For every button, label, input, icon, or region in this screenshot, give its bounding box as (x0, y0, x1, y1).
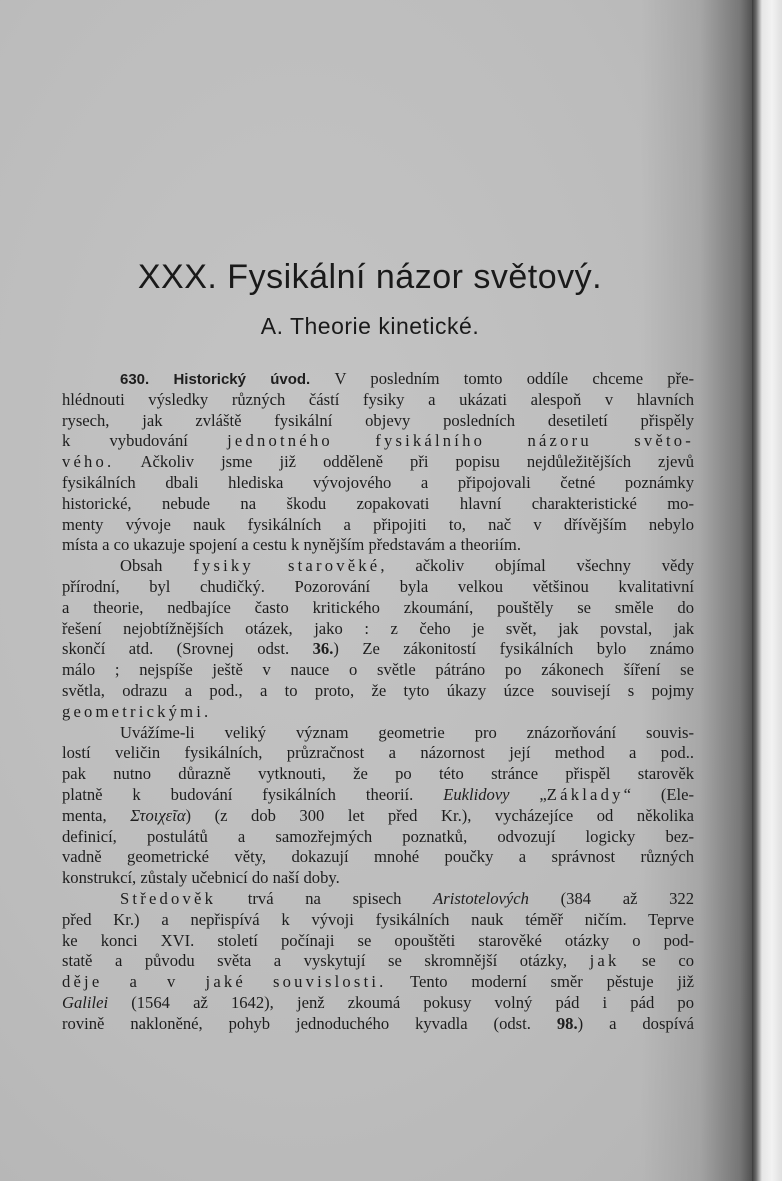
text-run: V posledním tomto oddíle chceme pře- (334, 369, 695, 388)
text-line (62, 723, 694, 744)
text-line (62, 577, 694, 598)
text-run: , ačkoliv objímal všechny vědy (380, 556, 694, 576)
text-line (62, 702, 694, 723)
text-run: hlédnouti výsledky různých částí fysiky a ukázati alespoň v hlavních (62, 389, 694, 409)
text-run: platně k budování fysikálních theorií. (62, 784, 444, 804)
text-line (62, 556, 694, 577)
emphasized-text: jednotného fysikálního názoru světo- (227, 431, 694, 451)
text-run: ke konci XVI. století počínaji se opouštěti starověké otázky o pod- (62, 930, 694, 950)
text-run: definicí, postulátů a samozřejmých poznatků, odvozují logicky bez- (62, 826, 694, 846)
text-line (62, 889, 694, 910)
text-line (62, 452, 694, 473)
text-run: vadně geometrické věty, dokazují mnohé poučky a správnost různých (62, 847, 694, 867)
text-line (62, 868, 694, 889)
section-heading: Historický úvod. (173, 371, 335, 388)
text-line (62, 619, 694, 640)
text-run: ) Ze zákonitostí fysikálních bylo známo (333, 639, 694, 659)
text-run: ) a dospívá (577, 1013, 694, 1033)
italic-text: Galilei (62, 992, 109, 1012)
text-run: fysikálních dbali hlediska vývojového a připojovali četné poznámky (62, 472, 694, 492)
text-line (62, 785, 694, 806)
text-line (62, 827, 694, 848)
text-line (62, 910, 694, 931)
emphasized-text: geometrickými. (62, 701, 212, 721)
emphasized-text: jak (589, 951, 620, 971)
emphasized-text: Středověk (120, 888, 217, 908)
text-line (62, 494, 694, 515)
text-run: rovině nakloněné, pohyb jednoduchého kyvadla (odst. (62, 1013, 557, 1033)
text-line (62, 473, 694, 494)
text-line (62, 806, 694, 827)
text-line (62, 431, 694, 452)
italic-text: Aristotelových (433, 888, 529, 908)
text-run: Ačkoliv jsme již odděleně při popisu nejdůležitějších zjevů (114, 452, 694, 472)
text-line (62, 660, 694, 681)
text-line (62, 743, 694, 764)
text-run: místa a co ukazuje spojení a cestu k nynějším představám a theoriím. (62, 535, 521, 555)
text-run: Tento moderní směr pěstuje již (386, 972, 694, 992)
text-run: k vybudování (62, 431, 228, 451)
italic-text: Euklidovy (443, 784, 510, 804)
italic-text: Στοιχεῖα (130, 805, 186, 825)
chapter-title: XXX. Fysikální názor světový. (137, 258, 603, 296)
text-line (62, 598, 694, 619)
emphasized-text: fysiky starověké (193, 556, 381, 576)
text-run: konstrukcí, zůstaly učebnicí do naší doby. (62, 868, 340, 888)
text-run: přírodní, byl chudičký. Pozorování byla velkou většinou kvalitativní (62, 576, 694, 596)
text-line (62, 681, 694, 702)
text-line (62, 535, 694, 556)
text-run: Uvážíme-li veliký význam geometrie pro znázorňování souvis- (120, 722, 694, 742)
text-run: světla, odrazu a pod., a to proto, že tyto úkazy úzce souvisejí s pojmy (62, 680, 694, 700)
bold-reference: 36. (312, 639, 334, 659)
text-run: „ (509, 784, 547, 804)
text-line (62, 369, 694, 390)
text-line (62, 847, 694, 868)
text-run: menty vývoje nauk fysikálních a připojiti to, nač v dřívějším nebylo (62, 514, 694, 534)
emphasized-text: děje a v jaké souvislosti. (62, 972, 387, 992)
text-line (62, 411, 694, 432)
text-run: rysech, jak zvláště fysikální objevy posledních desetiletí přispěly (62, 410, 694, 430)
text-run: řešení nejobtížnějších otázek, jako : z čeho je svět, jak povstal, jak (62, 618, 694, 638)
text-run: historické, nebude na škodu zopakovati hlavní charakteristické mo- (62, 493, 694, 513)
text-line (62, 390, 694, 411)
text-run: ) (z dob 300 let před Kr.), vycházejíce od několika (185, 805, 695, 825)
text-run: (1564 až 1642), jenž zkoumá pokusy volný pád i pád po (108, 992, 694, 1012)
text-run: statě a původu světa a vyskytují se skromnější otázky, (62, 951, 590, 971)
text-run: se co (619, 951, 694, 971)
text-run: menta, (62, 805, 131, 825)
text-line (62, 764, 694, 785)
text-run: (384 až 322 (528, 888, 695, 908)
text-line (62, 931, 694, 952)
page-edge (752, 0, 782, 1181)
text-run: “ (Ele- (623, 784, 694, 804)
text-line (62, 951, 694, 972)
emphasized-text: vého. (62, 452, 115, 472)
text-run: skončí atd. (Srovnej odst. (62, 639, 313, 659)
section-number: 630. (120, 371, 174, 388)
body-text (62, 369, 694, 1035)
text-run: lostí veličin fysikálních, průzračnost a názornost její method a pod.. (62, 743, 694, 763)
text-run: a theorie, nedbajíce často kritického zkoumání, pouštěly se směle do (62, 597, 694, 617)
text-line (62, 639, 694, 660)
bold-reference: 98. (556, 1013, 578, 1033)
text-run: pak nutno důrazně vytknouti, že po této stránce přispěl starověk (62, 764, 694, 784)
text-line (62, 993, 694, 1014)
text-run: málo ; nejspíše ještě v nauce o světle pátráno po zákonech šíření se (62, 660, 694, 680)
section-title: A. Theorie kinetické. (260, 313, 480, 339)
text-line (62, 515, 694, 536)
text-line (62, 972, 694, 993)
text-run: trvá na spisech (216, 888, 434, 908)
emphasized-text: Základy (546, 784, 624, 804)
text-line (62, 1014, 694, 1035)
text-run: Obsah (120, 556, 194, 576)
text-run: před Kr.) a nepřispívá k vývoji fysikálních nauk téměř ničím. Teprve (62, 909, 694, 929)
